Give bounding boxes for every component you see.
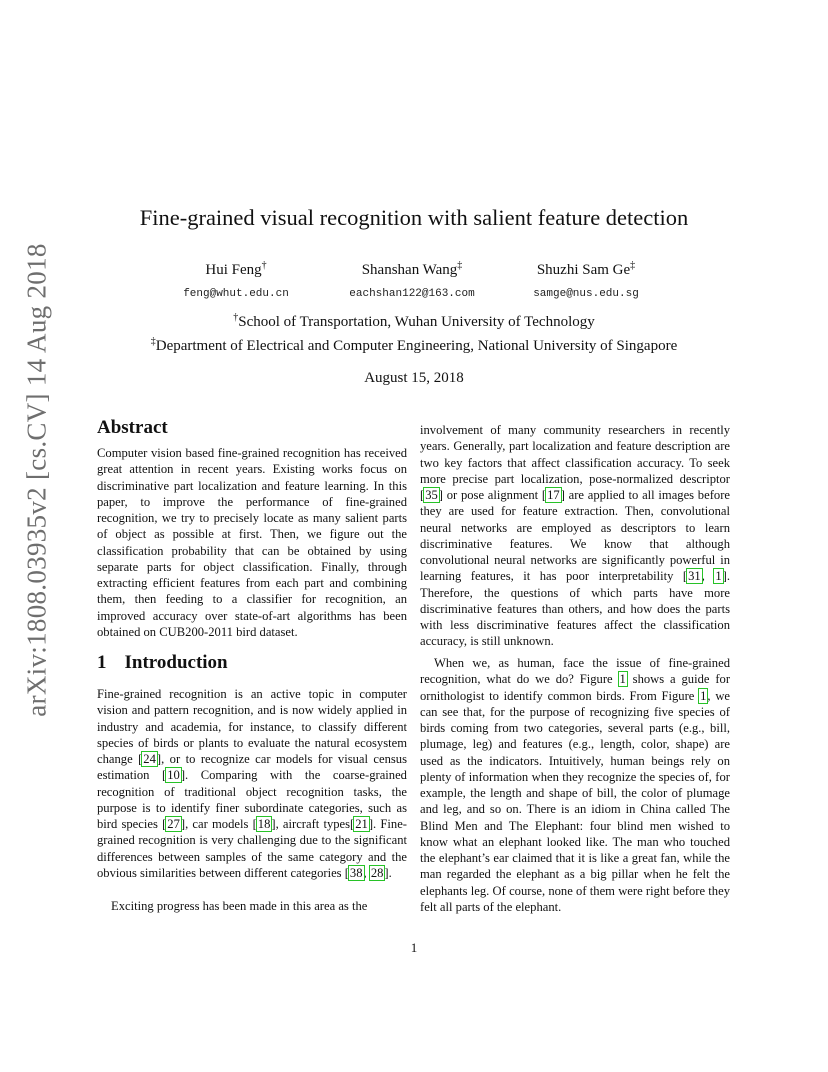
author-3-email[interactable]: samge@nus.edu.sg [533, 288, 639, 300]
intro-paragraph-1: Fine-grained recognition is an active topic in computer vision and pattern recognition, and is now widely applied in industry and academia, for instance, to classify different species of birds or plants to evaluate the natural ecosystem change [24], or to recognize car models for visual census estimation [10]. Comparing with the coarse-grained recognition of traditional object recognition tasks, the purpose is to identify finer subordinate categories, such as bird species [27], car models [18], aircraft types[21]. Fine-grained recognition is very challenging due to the significant differences between samples of the same category and the obvious similarities between different categories [38, 28]. [97, 687, 407, 880]
figure-link[interactable]: 1 [700, 688, 707, 703]
arxiv-identifier: arXiv:1808.03935v2 [cs.CV] 14 Aug 2018 [21, 243, 52, 717]
author-1-email[interactable]: feng@whut.edu.cn [183, 288, 289, 300]
affiliation-mark: † [233, 312, 239, 323]
affiliation-text: School of Transportation, Wuhan University of Technology [238, 314, 595, 330]
abstract-body: Computer vision based fine-grained recognition has received great attention in recent years. Existing works focus on discriminative part localization and feature learning. In this paper, to improve the performance of fine-grained recognition, we try to precisely locate as many salient parts of object as possible at first. Then, we figure out the classification probability that can be obtained by using separate parts for object classification. Finally, through extracting efficient features from each part and combining them, then feeding to a classifier for recognition, an improved accuracy over state-of-art algorithms has been obtained on CUB200-2011 bird dataset. [97, 446, 407, 639]
citation-link[interactable]: 10 [167, 768, 180, 783]
paper-title: Fine-grained visual recognition with salient feature detection [139, 205, 689, 230]
citation-link[interactable]: 1 [715, 569, 722, 584]
section-number: 1 [97, 652, 107, 673]
affiliation-2 [0, 338, 828, 355]
author-mark: † [261, 260, 267, 271]
paper-date: August 15, 2018 [364, 370, 464, 386]
figure-link[interactable]: 1 [619, 672, 626, 687]
citation-link[interactable]: 35 [425, 488, 438, 502]
col2-paragraph-1: involvement of many community researchers in recently years. Generally, part localization and feature description are two key factors that affect classification accuracy. To seek more precise part localization, pose-normalized descriptor [35] or pose alignment [17] are applied to all images before they are used for feature extraction. Then, convolutional neural networks are employed as descriptors to learn discriminative features. We know that although convolutional neural networks are significantly powerful in learning features, it has poor interpretability [31, 1]. Therefore, the questions of which parts have more discriminative features than others, and how does the parts with less discriminative features affect the classification accuracy, is still unknown. [420, 423, 730, 649]
col2-paragraph-2: When we, as human, face the issue of fine-grained recognition, what do we do? Figure 1 shows a guide for ornithologist to identify common birds. From Figure 1, we can see that, for the purpose of recognizing five species of birds coming from two categories, several parts (e.g., bill, plumage, leg) and features (e.g., length, color, shape) are used as the indicators. Intuitively, human beings rely on plenty of information when they recognize the species of, for example, the length and shape of bill, the color of plumage and leg, and so on. There is an idiom in China called The Blind Men and The Elephant: four blind men wished to know what an elephant looked like. The man who touched the elephant’s ear claimed that it is like a great fan, while the man regarded the elephant as a big pillar when he felt the elephants leg. Of course, none of them were right before they felt all parts of the elephant. [420, 656, 731, 914]
author-name: Shanshan Wang [361, 262, 458, 278]
intro-paragraph-2: Exciting progress has been made in this area as the [111, 899, 368, 913]
arxiv-sidebar [0, 0, 72, 1072]
citation-link[interactable]: 21 [355, 817, 368, 831]
author-name: Shuzhi Sam Ge [536, 262, 631, 278]
affiliation-1 [0, 314, 828, 331]
citation-link[interactable]: 28 [370, 865, 384, 880]
citation-link[interactable]: 24 [143, 752, 156, 766]
author-2-email[interactable]: eachshan122@163.com [349, 288, 475, 300]
section-title: Introduction [124, 652, 228, 673]
affiliation-mark: ‡ [150, 336, 156, 347]
page-number: 1 [410, 940, 418, 955]
citation-link[interactable]: 38 [349, 865, 363, 880]
author-mark: ‡ [630, 260, 636, 271]
citation-link[interactable]: 27 [167, 817, 180, 831]
author-3 [476, 262, 696, 279]
intro-heading [97, 652, 228, 674]
author-mark: ‡ [457, 260, 463, 271]
citation-link[interactable]: 31 [688, 569, 701, 584]
citation-link[interactable]: 17 [547, 488, 560, 502]
author-name: Hui Feng [205, 262, 262, 278]
abstract-heading: Abstract [97, 417, 168, 438]
citation-link[interactable]: 18 [257, 817, 271, 831]
affiliation-text: Department of Electrical and Computer Engineering, National University of Singapore [155, 338, 678, 354]
